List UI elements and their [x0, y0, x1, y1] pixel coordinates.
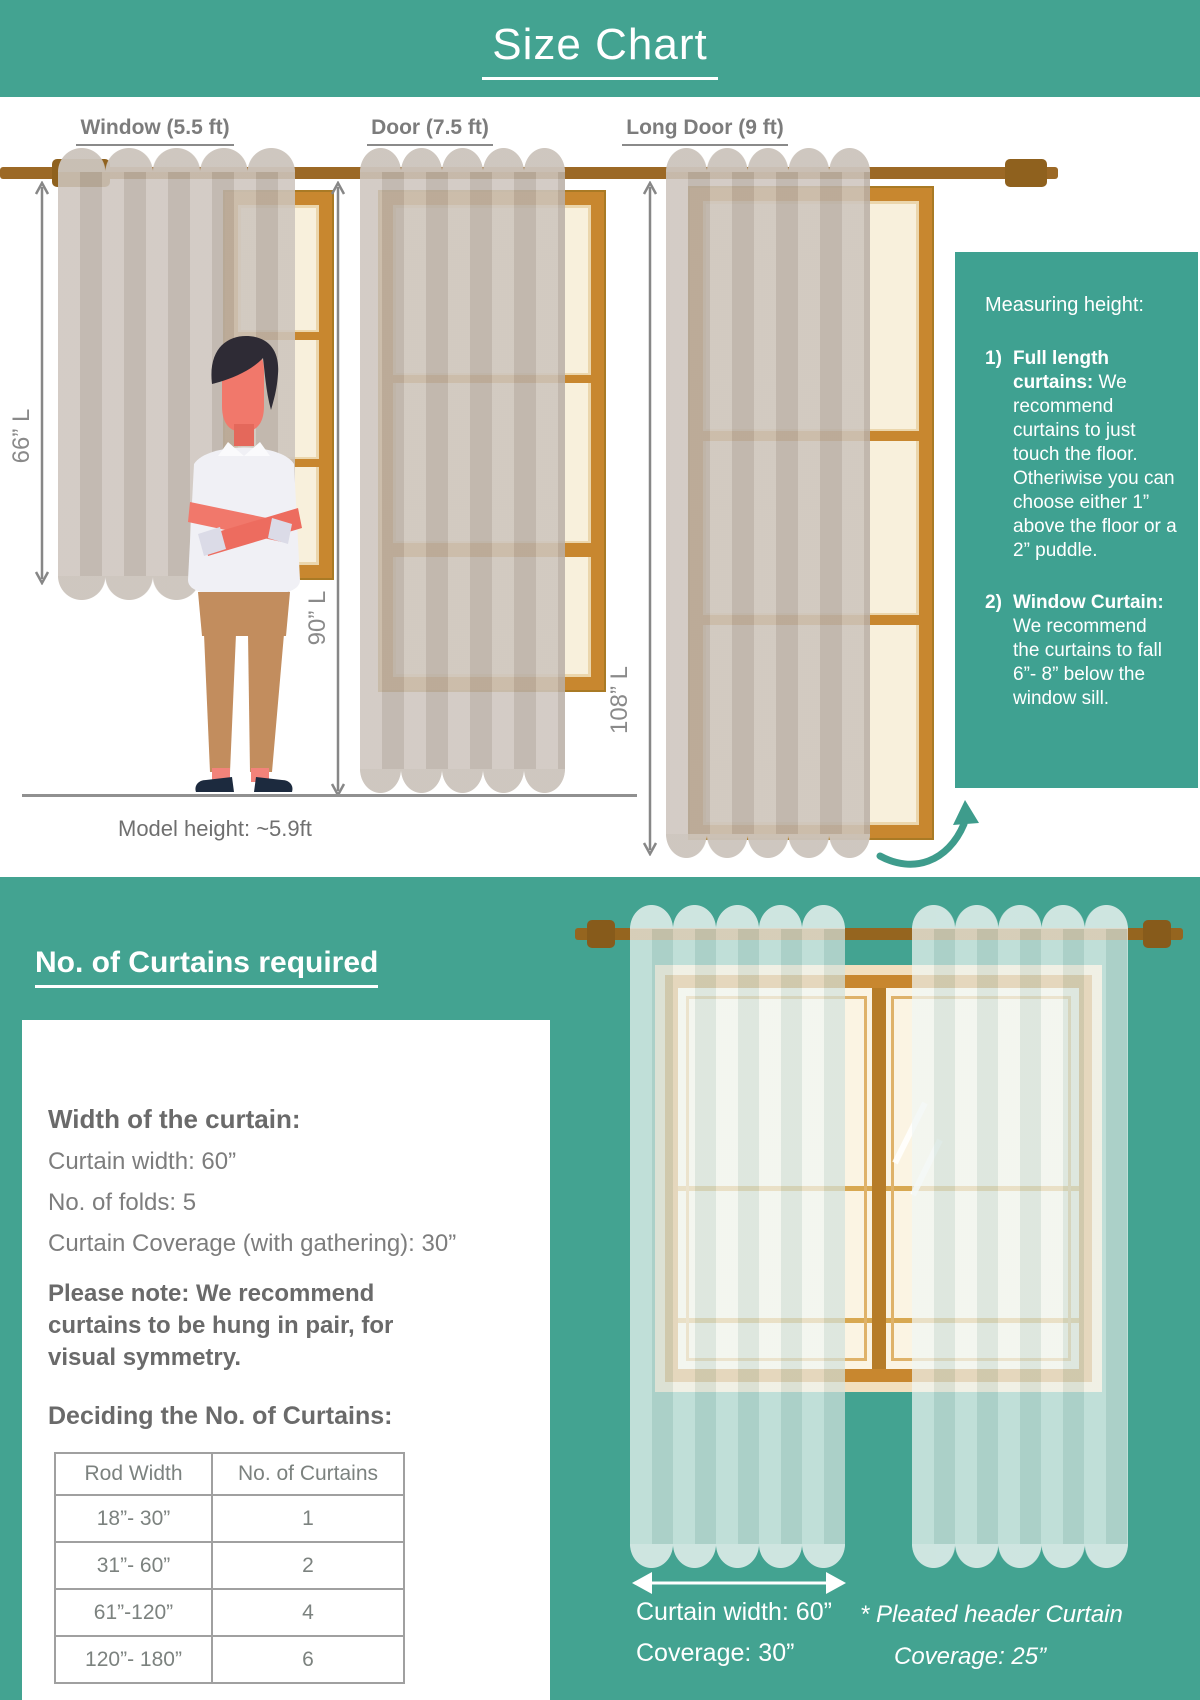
pleated-note-label: * Pleated header Curtain Coverage: 25” — [860, 1601, 1123, 1670]
column-label-window: Window (5.5 ft) — [40, 116, 270, 146]
curtain-width-line: Curtain width: 60” — [48, 1148, 237, 1175]
column-label-long-door: Long Door (9 ft) — [595, 116, 815, 146]
measuring-height-info-box — [955, 252, 1198, 788]
curtain-scallops — [58, 148, 295, 172]
item-number: 2) — [985, 592, 1002, 613]
rod-finial-right — [1143, 920, 1171, 948]
column-label-door: Door (7.5 ft) — [335, 116, 525, 146]
measure-arrow-90 — [330, 181, 346, 797]
info-box-title: Measuring height: — [985, 294, 1144, 316]
curtain-scallops — [912, 1544, 1128, 1568]
item-text: We recommend the curtains to fall 6”- 8” below the window sill. — [1013, 616, 1162, 709]
info-box-item-2 — [985, 591, 1178, 711]
bottom-heading: No. of Curtains required — [35, 946, 378, 988]
table-row: 120”- 180” 6 — [55, 1636, 404, 1683]
coverage-line: Curtain Coverage (with gathering): 30” — [48, 1230, 457, 1257]
curtain-scallops — [666, 834, 870, 858]
floor-line — [22, 794, 637, 797]
folds-line: No. of folds: 5 — [48, 1189, 197, 1216]
curtain-count-card — [22, 1020, 550, 1700]
measure-arrow-108 — [642, 181, 658, 856]
curtain-scallops — [912, 905, 1128, 929]
curved-arrow-icon — [868, 798, 988, 872]
table-row: 31”- 60” 2 — [55, 1542, 404, 1589]
curtain-scallops — [630, 905, 845, 929]
info-box-item-1 — [985, 347, 1178, 563]
item-text: We recommend curtains to just touch the floor. Otheriwise you can choose either 1” above the floor or a 2” puddle. — [1013, 372, 1177, 561]
measure-arrow-66 — [34, 181, 50, 585]
curtain-width-label: Curtain width: 60” Coverage: 30” — [636, 1598, 832, 1667]
curtain-panel — [666, 172, 870, 834]
item-number: 1) — [985, 348, 1002, 369]
length-label-108: 108” L — [606, 665, 633, 735]
rod-finial-left — [587, 920, 615, 948]
model-person-illustration — [168, 330, 320, 796]
width-section-title: Width of the curtain: — [48, 1104, 301, 1134]
window-center-stile — [872, 988, 886, 1369]
length-label-90: 90” L — [304, 590, 331, 646]
rod-finial-right — [1005, 159, 1047, 187]
table-header-row — [55, 1453, 404, 1495]
table-row: 61”-120” 4 — [55, 1589, 404, 1636]
pair-note: Please note: We recommend curtains to be hung in pair, for visual symmetry. — [48, 1280, 394, 1371]
curtain-scallops — [360, 148, 565, 172]
item-bold-text: Window Curtain: — [1013, 592, 1164, 613]
page-title-text: Size Chart — [482, 20, 717, 80]
curtain-panel — [912, 929, 1128, 1544]
page-title — [0, 20, 1200, 80]
deciding-title: Deciding the No. of Curtains: — [48, 1402, 393, 1430]
length-label-66: 66” L — [8, 408, 35, 464]
rod-width-table — [54, 1452, 405, 1684]
curtain-panel — [630, 929, 845, 1544]
model-height-caption: Model height: ~5.9ft — [118, 816, 312, 841]
curtain-108in — [666, 148, 870, 858]
curtain-scallops — [630, 1544, 845, 1568]
curtain-90in — [360, 148, 565, 793]
table-header-rod-width: Rod Width — [55, 1453, 212, 1495]
curtain-scallops — [360, 769, 565, 793]
table-row: 18”- 30” 1 — [55, 1495, 404, 1542]
sheer-curtain-right — [912, 905, 1128, 1568]
curtain-panel — [360, 172, 565, 769]
sheer-curtain-left — [630, 905, 845, 1568]
curtain-scallops — [666, 148, 870, 172]
item-bold-text: Full length curtains: — [1013, 348, 1110, 393]
table-header-no-of-curtains: No. of Curtains — [212, 1453, 404, 1495]
